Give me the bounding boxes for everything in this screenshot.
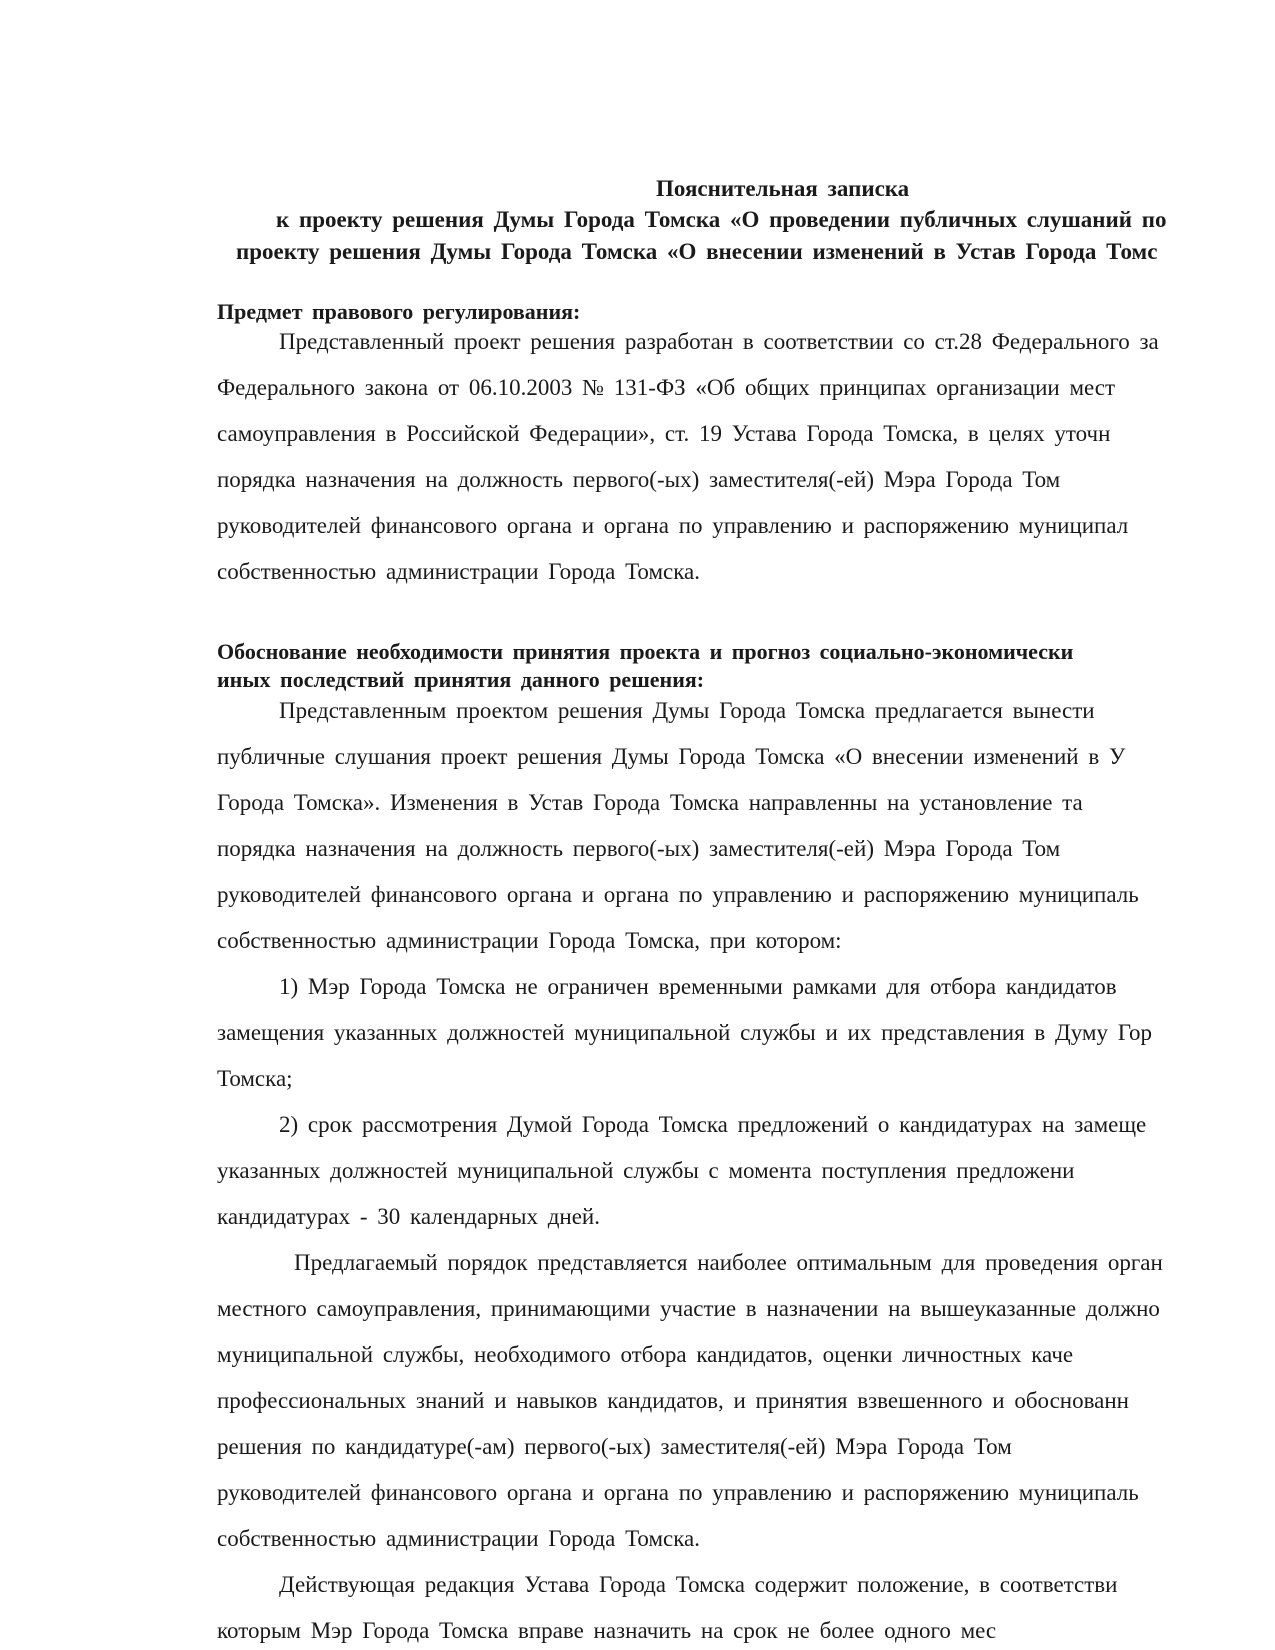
paragraph-line: указанных должностей муниципальной службы с момента поступления предложени xyxy=(217,1158,1075,1183)
paragraph-line: замещения указанных должностей муниципальной службы и их представления в Думу Гор xyxy=(217,1020,1153,1045)
paragraph-line: собственностью администрации Города Томска, при котором: xyxy=(217,928,842,953)
paragraph-line: Томска; xyxy=(217,1066,293,1091)
paragraph-line: самоуправления в Российской Федерации», ст. 19 Устава Города Томска, в целях уточн xyxy=(217,421,1111,446)
list-item: 2) срок рассмотрения Думой Города Томска предложений о кандидатурах на замеще xyxy=(279,1112,1147,1137)
paragraph-line: порядка назначения на должность первого(-ых) заместителя(-ей) Мэра Города Том xyxy=(217,467,1061,492)
paragraph-line: публичные слушания проект решения Думы Города Томска «О внесении изменений в У xyxy=(217,744,1126,769)
paragraph-line: которым Мэр Города Томска вправе назначить на срок не более одного мес xyxy=(217,1618,997,1643)
paragraph-line: Федерального закона от 06.10.2003 № 131-ФЗ «Об общих принципах организации мест xyxy=(217,375,1116,400)
paragraph-line: Города Томска». Изменения в Устав Города Томска направленны на установление та xyxy=(217,790,1083,815)
paragraph-line: местного самоуправления, принимающими участие в назначении на вышеуказанные должно xyxy=(217,1296,1160,1321)
paragraph-line: собственностью администрации Города Томска. xyxy=(217,1526,700,1551)
section-2-heading-line-2: иных последствий принятия данного решения: xyxy=(217,667,705,692)
paragraph-line: руководителей финансового органа и органа по управлению и распоряжению муниципаль xyxy=(217,1480,1139,1505)
document-title: Пояснительная записка xyxy=(656,176,910,201)
paragraph-line: Предлагаемый порядок представляется наиболее оптимальным для проведения орган xyxy=(294,1250,1163,1275)
paragraph-line: муниципальной службы, необходимого отбора кандидатов, оценки личностных каче xyxy=(217,1342,1074,1367)
paragraph-line: руководителей финансового органа и органа по управлению и распоряжению муниципаль xyxy=(217,882,1139,907)
paragraph-line: порядка назначения на должность первого(-ых) заместителя(-ей) Мэра Города Том xyxy=(217,836,1061,861)
paragraph-line: решения по кандидатуре(-ам) первого(-ых) заместителя(-ей) Мэра Города Том xyxy=(217,1434,1012,1459)
document-subtitle-line-2: проекту решения Думы Города Томска «О внесении изменений в Устав Города Томс xyxy=(236,239,1158,264)
paragraph-line: руководителей финансового органа и органа по управлению и распоряжению муниципал xyxy=(217,513,1129,538)
document-subtitle-line-1: к проекту решения Думы Города Томска «О проведении публичных слушаний по xyxy=(276,207,1167,232)
paragraph-line: собственностью администрации Города Томска. xyxy=(217,559,700,584)
paragraph-line: Действующая редакция Устава Города Томска содержит положение, в соответстви xyxy=(279,1572,1118,1597)
paragraph-line: Представленный проект решения разработан в соответствии со ст.28 Федерального за xyxy=(279,329,1159,354)
section-1-heading: Предмет правового регулирования: xyxy=(217,299,581,324)
paragraph-line: Представленным проектом решения Думы Города Томска предлагается вынести xyxy=(279,698,1095,723)
section-2-heading-line-1: Обоснование необходимости принятия проекта и прогноз социально-экономически xyxy=(217,639,1074,664)
list-item: 1) Мэр Города Томска не ограничен временными рамками для отбора кандидатов xyxy=(279,974,1117,999)
paragraph-line: профессиональных знаний и навыков кандидатов, и принятия взвешенного и обоснованн xyxy=(217,1388,1129,1413)
paragraph-line: кандидатурах - 30 календарных дней. xyxy=(217,1204,600,1229)
